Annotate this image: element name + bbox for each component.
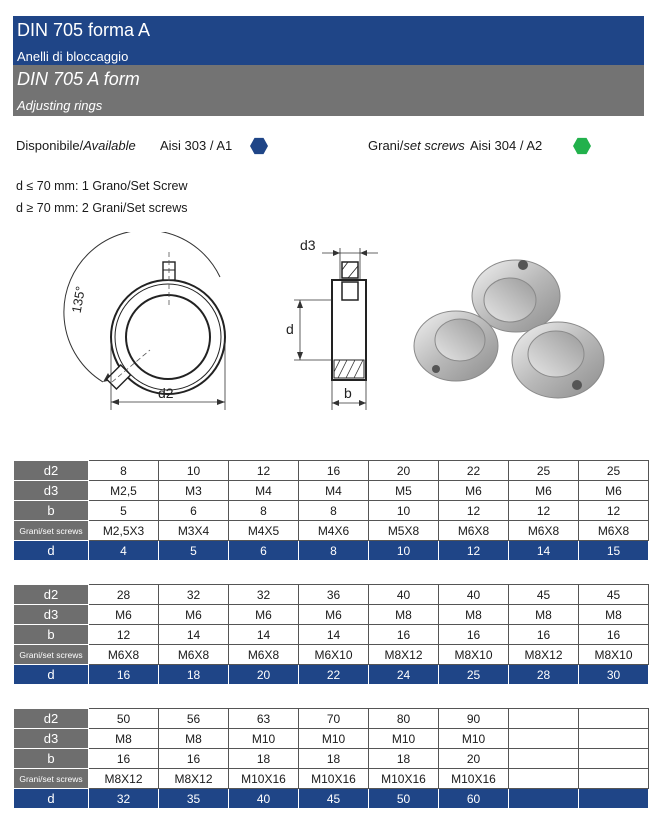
table-cell: 45: [299, 789, 369, 809]
table-cell: 50: [369, 789, 439, 809]
table-cell: 10: [159, 461, 229, 481]
table-cell: 12: [579, 501, 649, 521]
table-row-d3: [14, 729, 649, 749]
table-cell: M8: [579, 605, 649, 625]
table-cell: M8: [509, 605, 579, 625]
table-cell: 16: [439, 625, 509, 645]
table-cell: 28: [89, 585, 159, 605]
title-bar-italian: [13, 16, 644, 65]
row-label-d: d: [14, 789, 89, 809]
row-label-d2: d2: [14, 709, 89, 729]
row-label-b: b: [14, 501, 89, 521]
table-cell: M4: [299, 481, 369, 501]
table-cell: 40: [229, 789, 299, 809]
availability-label: [16, 138, 136, 153]
title-italian: DIN 705 forma A: [17, 20, 151, 40]
table-cell: M6: [579, 481, 649, 501]
table-cell: 16: [509, 625, 579, 645]
row-label-screws: Grani/set screws: [14, 769, 89, 789]
table-cell: 70: [299, 709, 369, 729]
table-cell: 30: [579, 665, 649, 685]
table-cell: 14: [299, 625, 369, 645]
table-cell: 15: [579, 541, 649, 561]
table-row-screws: [14, 645, 649, 665]
table-cell: 32: [229, 585, 299, 605]
table-cell: 5: [89, 501, 159, 521]
table-cell: 80: [369, 709, 439, 729]
table-row-d3: [14, 481, 649, 501]
table-row-d3: [14, 605, 649, 625]
table-cell: M6: [299, 605, 369, 625]
table-cell: 10: [369, 541, 439, 561]
table-cell: [579, 789, 649, 809]
table-row-d2: [14, 461, 649, 481]
ring-photo-top-screw: [518, 260, 528, 270]
table-row-screws: [14, 769, 649, 789]
subtitle-italian: Anelli di bloccaggio: [17, 49, 129, 64]
table-cell: [509, 729, 579, 749]
table-cell: M6X8: [439, 521, 509, 541]
ring-material: Aisi 303 / A1: [160, 138, 233, 153]
table-cell: 14: [159, 625, 229, 645]
table-cell: M6X8: [89, 645, 159, 665]
table-cell: 6: [159, 501, 229, 521]
table-cell: M6X10: [299, 645, 369, 665]
table-cell: 20: [229, 665, 299, 685]
row-label-b: b: [14, 625, 89, 645]
table-cell: 63: [229, 709, 299, 729]
table-cell: 6: [229, 541, 299, 561]
table-cell: 16: [299, 461, 369, 481]
row-label-d: d: [14, 541, 89, 561]
row-label-d3: d3: [14, 481, 89, 501]
table-row-b: [14, 501, 649, 521]
table-row-screws: [14, 521, 649, 541]
screws-label-en: set screws: [403, 138, 465, 153]
table-cell: 4: [89, 541, 159, 561]
table-cell: 12: [89, 625, 159, 645]
table-cell: 12: [509, 501, 579, 521]
table-cell: 90: [439, 709, 509, 729]
table-cell: M10: [439, 729, 509, 749]
ring-photo-top-bore: [484, 278, 536, 322]
table-cell: [579, 709, 649, 729]
table-cell: M8X12: [89, 769, 159, 789]
table-cell: 14: [509, 541, 579, 561]
row-label-d3: d3: [14, 605, 89, 625]
table-cell: 60: [439, 789, 509, 809]
table-cell: M8X12: [509, 645, 579, 665]
table-row-d: [14, 789, 649, 809]
table-cell: M6: [89, 605, 159, 625]
ring-photo-right: [512, 322, 604, 398]
section-view-drawing: [282, 232, 392, 412]
row-label-d3: d3: [14, 729, 89, 749]
d2-label: d2: [158, 385, 174, 401]
table-cell: 8: [299, 541, 369, 561]
availability-label-it: Disponibile/: [16, 138, 84, 153]
table-row-d2: [14, 585, 649, 605]
table-cell: M6X8: [579, 521, 649, 541]
table-cell: 25: [579, 461, 649, 481]
b-label: b: [344, 385, 352, 401]
table-cell: M6: [229, 605, 299, 625]
table-cell: 45: [579, 585, 649, 605]
ring-bore: [126, 295, 210, 379]
table-cell: 10: [369, 501, 439, 521]
table-cell: M10X16: [369, 769, 439, 789]
table-cell: 25: [439, 665, 509, 685]
table-row-b: [14, 749, 649, 769]
table-cell: 16: [369, 625, 439, 645]
table-cell: 8: [229, 501, 299, 521]
table-cell: [509, 749, 579, 769]
row-label-d2: d2: [14, 585, 89, 605]
section-thread: [342, 282, 358, 300]
table-cell: M10: [299, 729, 369, 749]
table-cell: 32: [89, 789, 159, 809]
front-view-drawing: [50, 232, 240, 412]
table-cell: 40: [439, 585, 509, 605]
table-cell: M5: [369, 481, 439, 501]
table-cell: [509, 769, 579, 789]
table-cell: M4X6: [299, 521, 369, 541]
table-cell: 12: [439, 541, 509, 561]
table-cell: M8: [369, 605, 439, 625]
table-cell: [579, 729, 649, 749]
table-cell: M6X8: [229, 645, 299, 665]
table-cell: M4X5: [229, 521, 299, 541]
table-cell: 18: [369, 749, 439, 769]
table-cell: M3: [159, 481, 229, 501]
b-arrow-right: [359, 400, 366, 406]
d-arrow-bottom: [297, 352, 303, 360]
table-cell: [579, 769, 649, 789]
table-cell: M8: [439, 605, 509, 625]
size-table-3: [13, 708, 649, 809]
d2-arrow-left: [111, 399, 119, 405]
subtitle-english: Adjusting rings: [17, 98, 103, 113]
row-label-d2: d2: [14, 461, 89, 481]
row-label-b: b: [14, 749, 89, 769]
screws-label: [368, 138, 465, 153]
table-cell: 20: [369, 461, 439, 481]
table-cell: 16: [89, 749, 159, 769]
table-cell: M10X16: [439, 769, 509, 789]
d2-arrow-right: [217, 399, 225, 405]
table-cell: M8: [159, 729, 229, 749]
table-cell: M8X12: [369, 645, 439, 665]
table-cell: M10X16: [299, 769, 369, 789]
table-cell: 16: [579, 625, 649, 645]
row-label-screws: Grani/set screws: [14, 645, 89, 665]
table-cell: M6X8: [509, 521, 579, 541]
ring-photo-right-screw: [572, 380, 582, 390]
table-cell: 18: [299, 749, 369, 769]
table-cell: 8: [299, 501, 369, 521]
table-cell: M8X10: [439, 645, 509, 665]
table-cell: M6: [439, 481, 509, 501]
product-photo: [408, 248, 618, 403]
table-cell: 22: [439, 461, 509, 481]
table-cell: M8X12: [159, 769, 229, 789]
table-cell: M6: [159, 605, 229, 625]
d3-label: d3: [300, 237, 316, 253]
green-hexagon-icon: [573, 137, 591, 155]
table-cell: M10: [229, 729, 299, 749]
table-cell: M8X10: [579, 645, 649, 665]
table-cell: M10: [369, 729, 439, 749]
table-cell: 36: [299, 585, 369, 605]
table-cell: M6X8: [159, 645, 229, 665]
angle-label: 135°: [68, 285, 89, 315]
table-row-d2: [14, 709, 649, 729]
note-two-screws: d ≥ 70 mm: 2 Grani/Set screws: [16, 201, 188, 215]
row-label-screws: Grani/set screws: [14, 521, 89, 541]
table-cell: 14: [229, 625, 299, 645]
table-cell: M2,5X3: [89, 521, 159, 541]
table-cell: 35: [159, 789, 229, 809]
screws-material: Aisi 304 / A2: [470, 138, 543, 153]
table-cell: 5: [159, 541, 229, 561]
table-cell: M4: [229, 481, 299, 501]
table-cell: M2,5: [89, 481, 159, 501]
table-cell: [509, 709, 579, 729]
size-table-1: [13, 460, 649, 561]
d3-arrow-left: [333, 250, 340, 256]
title-bar-english: [13, 65, 644, 116]
table-cell: 45: [509, 585, 579, 605]
title-english: DIN 705 A form: [17, 69, 140, 89]
table-cell: M3X4: [159, 521, 229, 541]
ring-photo-left: [414, 311, 498, 381]
table-cell: 50: [89, 709, 159, 729]
table-cell: 32: [159, 585, 229, 605]
table-cell: M6: [509, 481, 579, 501]
table-cell: M5X8: [369, 521, 439, 541]
b-arrow-left: [332, 400, 339, 406]
ring-photo-right-bore: [528, 331, 584, 377]
table-cell: 22: [299, 665, 369, 685]
table-cell: 25: [509, 461, 579, 481]
table-cell: [509, 789, 579, 809]
note-one-screw: d ≤ 70 mm: 1 Grano/Set Screw: [16, 179, 188, 193]
d-label: d: [286, 321, 294, 337]
table-cell: M10X16: [229, 769, 299, 789]
table-cell: 18: [229, 749, 299, 769]
table-cell: 40: [369, 585, 439, 605]
table-row-d: [14, 665, 649, 685]
table-cell: 16: [159, 749, 229, 769]
table-row-b: [14, 625, 649, 645]
d-arrow-top: [297, 300, 303, 308]
size-table-2: [13, 584, 649, 685]
screws-label-it: Grani/: [368, 138, 404, 153]
table-cell: 56: [159, 709, 229, 729]
blue-hexagon-icon: [250, 137, 268, 155]
table-cell: 12: [229, 461, 299, 481]
table-row-d: [14, 541, 649, 561]
table-cell: 18: [159, 665, 229, 685]
d3-arrow-right: [360, 250, 367, 256]
table-cell: 28: [509, 665, 579, 685]
table-cell: 16: [89, 665, 159, 685]
ring-photo-left-bore: [435, 319, 485, 361]
table-cell: 20: [439, 749, 509, 769]
table-cell: M8: [89, 729, 159, 749]
availability-label-en: Available: [83, 138, 136, 153]
table-cell: 8: [89, 461, 159, 481]
row-label-d: d: [14, 665, 89, 685]
ring-photo-left-screw: [432, 365, 440, 373]
table-cell: 24: [369, 665, 439, 685]
table-cell: 12: [439, 501, 509, 521]
table-cell: [579, 749, 649, 769]
